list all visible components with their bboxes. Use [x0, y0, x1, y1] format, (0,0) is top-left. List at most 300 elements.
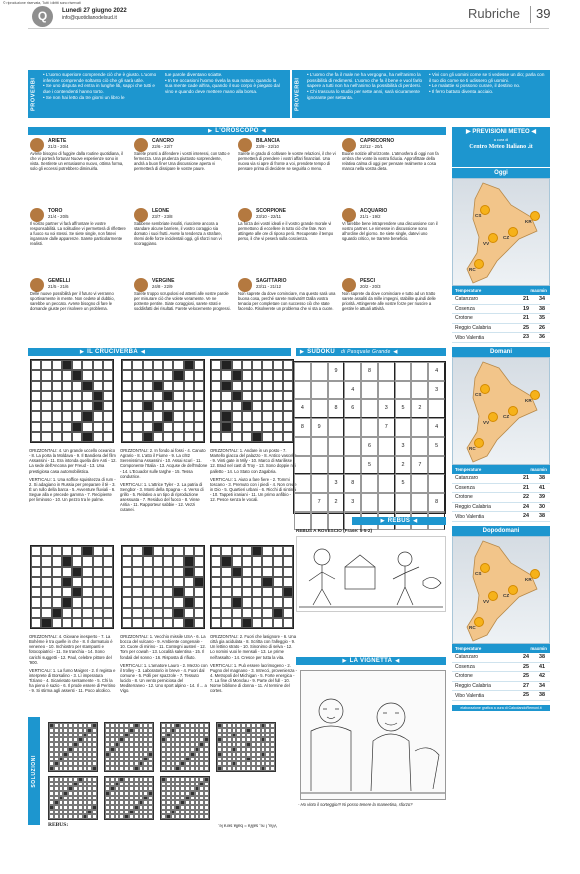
crossword-cell[interactable] [93, 567, 103, 577]
crossword-cell[interactable] [103, 411, 113, 421]
crossword-cell[interactable] [52, 432, 62, 442]
crossword-cell[interactable] [122, 381, 132, 391]
crossword-cell[interactable] [132, 411, 142, 421]
crossword-cell[interactable] [153, 432, 163, 442]
crossword-cell[interactable] [273, 401, 283, 411]
crossword-cell[interactable] [283, 432, 293, 442]
crossword-cell[interactable] [242, 422, 252, 432]
crossword-cell[interactable] [72, 411, 82, 421]
crossword-cell[interactable] [262, 556, 272, 566]
crossword-cell[interactable] [242, 597, 252, 607]
crossword-cell[interactable] [62, 608, 72, 618]
crossword-cell[interactable] [283, 360, 293, 370]
crossword-cell[interactable] [132, 422, 142, 432]
crossword-cell[interactable] [163, 432, 173, 442]
crossword-cell[interactable] [153, 370, 163, 380]
crossword-cell[interactable] [283, 370, 293, 380]
crossword-cell[interactable] [82, 618, 92, 628]
crossword-cell[interactable] [82, 587, 92, 597]
sudoku-cell[interactable] [361, 474, 378, 493]
sudoku-cell[interactable] [344, 437, 361, 456]
crossword-cell[interactable] [211, 381, 221, 391]
sudoku-cell[interactable] [294, 362, 311, 381]
crossword-cell[interactable] [283, 577, 293, 587]
crossword-cell[interactable] [41, 577, 51, 587]
crossword-cell[interactable] [173, 546, 183, 556]
crossword-cell[interactable] [232, 618, 242, 628]
sudoku-cell[interactable] [378, 362, 395, 381]
crossword-cell[interactable] [273, 432, 283, 442]
crossword-cell[interactable] [232, 577, 242, 587]
crossword-cell[interactable] [41, 546, 51, 556]
crossword-cell[interactable] [163, 577, 173, 587]
sudoku-cell[interactable] [395, 493, 412, 512]
crossword-cell[interactable] [93, 360, 103, 370]
crossword-cell[interactable] [211, 608, 221, 618]
crossword-cell[interactable] [273, 587, 283, 597]
crossword-cell[interactable] [283, 422, 293, 432]
crossword-cell[interactable] [163, 360, 173, 370]
crossword-cell[interactable] [194, 587, 204, 597]
crossword-cell[interactable] [273, 391, 283, 401]
crossword-cell[interactable] [62, 587, 72, 597]
crossword-cell[interactable] [221, 587, 231, 597]
crossword-cell[interactable] [283, 608, 293, 618]
crossword-cell[interactable] [62, 401, 72, 411]
crossword-cell[interactable] [153, 411, 163, 421]
crossword-cell[interactable] [221, 577, 231, 587]
sudoku-cell[interactable] [428, 456, 445, 475]
crossword-cell[interactable] [153, 556, 163, 566]
crossword-cell[interactable] [103, 401, 113, 411]
crossword-cell[interactable] [262, 608, 272, 618]
crossword-cell[interactable] [262, 587, 272, 597]
crossword-cell[interactable] [173, 577, 183, 587]
crossword-cell[interactable] [273, 556, 283, 566]
crossword-cell[interactable] [132, 587, 142, 597]
crossword-cell[interactable] [153, 360, 163, 370]
crossword-cell[interactable] [184, 381, 194, 391]
sudoku-cell[interactable] [328, 418, 345, 437]
crossword-cell[interactable] [211, 618, 221, 628]
crossword-cell[interactable] [221, 546, 231, 556]
crossword-cell[interactable] [132, 546, 142, 556]
crossword-cell[interactable] [163, 422, 173, 432]
crossword-cell[interactable] [211, 391, 221, 401]
crossword-cell[interactable] [62, 381, 72, 391]
crossword-cell[interactable] [273, 577, 283, 587]
sudoku-cell[interactable] [328, 456, 345, 475]
crossword-cell[interactable] [143, 556, 153, 566]
crossword-cell[interactable] [242, 360, 252, 370]
crossword-cell[interactable] [173, 567, 183, 577]
crossword-cell[interactable] [173, 432, 183, 442]
crossword-cell[interactable] [194, 391, 204, 401]
crossword-cell[interactable] [122, 391, 132, 401]
sudoku-cell[interactable] [294, 493, 311, 512]
sudoku-cell[interactable] [411, 437, 428, 456]
crossword-cell[interactable] [163, 370, 173, 380]
crossword-cell[interactable] [221, 391, 231, 401]
crossword-cell[interactable] [52, 577, 62, 587]
crossword-cell[interactable] [252, 567, 262, 577]
crossword-cell[interactable] [72, 556, 82, 566]
crossword-cell[interactable] [72, 360, 82, 370]
crossword-cell[interactable] [122, 411, 132, 421]
crossword-cell[interactable] [31, 370, 41, 380]
crossword-cell[interactable] [194, 370, 204, 380]
crossword-cell[interactable] [122, 597, 132, 607]
sudoku-cell[interactable] [361, 418, 378, 437]
crossword-cell[interactable] [72, 577, 82, 587]
crossword-cell[interactable] [211, 587, 221, 597]
crossword-grid-6[interactable] [210, 545, 294, 629]
crossword-cell[interactable] [62, 411, 72, 421]
sudoku-cell[interactable] [428, 474, 445, 493]
crossword-cell[interactable] [103, 567, 113, 577]
crossword-cell[interactable] [31, 546, 41, 556]
crossword-cell[interactable] [283, 556, 293, 566]
crossword-cell[interactable] [153, 546, 163, 556]
sudoku-cell[interactable] [344, 418, 361, 437]
crossword-cell[interactable] [31, 587, 41, 597]
crossword-cell[interactable] [163, 608, 173, 618]
crossword-cell[interactable] [122, 587, 132, 597]
crossword-cell[interactable] [82, 567, 92, 577]
crossword-cell[interactable] [211, 567, 221, 577]
crossword-cell[interactable] [242, 411, 252, 421]
crossword-cell[interactable] [62, 370, 72, 380]
crossword-cell[interactable] [103, 618, 113, 628]
crossword-cell[interactable] [132, 597, 142, 607]
crossword-cell[interactable] [211, 422, 221, 432]
crossword-cell[interactable] [262, 411, 272, 421]
crossword-cell[interactable] [82, 370, 92, 380]
crossword-cell[interactable] [52, 381, 62, 391]
crossword-cell[interactable] [132, 370, 142, 380]
crossword-cell[interactable] [72, 432, 82, 442]
crossword-cell[interactable] [41, 411, 51, 421]
sudoku-cell[interactable] [411, 381, 428, 400]
crossword-cell[interactable] [232, 411, 242, 421]
crossword-cell[interactable] [72, 381, 82, 391]
crossword-cell[interactable] [31, 567, 41, 577]
crossword-cell[interactable] [184, 432, 194, 442]
sudoku-cell[interactable] [411, 474, 428, 493]
crossword-cell[interactable] [52, 567, 62, 577]
crossword-cell[interactable] [232, 360, 242, 370]
crossword-cell[interactable] [242, 546, 252, 556]
crossword-cell[interactable] [132, 432, 142, 442]
crossword-cell[interactable] [153, 597, 163, 607]
crossword-cell[interactable] [211, 411, 221, 421]
crossword-cell[interactable] [122, 618, 132, 628]
crossword-cell[interactable] [262, 381, 272, 391]
crossword-cell[interactable] [194, 567, 204, 577]
crossword-cell[interactable] [72, 608, 82, 618]
crossword-cell[interactable] [262, 597, 272, 607]
crossword-cell[interactable] [143, 597, 153, 607]
contact-email[interactable]: info@quotidianodelsud.it [62, 15, 117, 21]
crossword-cell[interactable] [153, 618, 163, 628]
crossword-cell[interactable] [194, 618, 204, 628]
sudoku-cell[interactable] [378, 437, 395, 456]
crossword-cell[interactable] [143, 608, 153, 618]
crossword-cell[interactable] [262, 360, 272, 370]
crossword-cell[interactable] [184, 401, 194, 411]
crossword-cell[interactable] [283, 401, 293, 411]
crossword-cell[interactable] [163, 546, 173, 556]
crossword-cell[interactable] [132, 556, 142, 566]
crossword-grid-1[interactable] [30, 359, 114, 443]
crossword-cell[interactable] [52, 587, 62, 597]
crossword-cell[interactable] [132, 577, 142, 587]
crossword-grid-5[interactable] [121, 545, 205, 629]
crossword-cell[interactable] [122, 567, 132, 577]
crossword-cell[interactable] [31, 360, 41, 370]
sudoku-cell[interactable] [328, 437, 345, 456]
crossword-cell[interactable] [103, 370, 113, 380]
crossword-cell[interactable] [93, 411, 103, 421]
crossword-cell[interactable] [163, 567, 173, 577]
sudoku-cell[interactable] [311, 474, 328, 493]
sudoku-cell[interactable] [378, 381, 395, 400]
crossword-cell[interactable] [173, 411, 183, 421]
crossword-cell[interactable] [232, 422, 242, 432]
crossword-cell[interactable] [242, 391, 252, 401]
crossword-cell[interactable] [153, 577, 163, 587]
crossword-cell[interactable] [103, 391, 113, 401]
sudoku-cell[interactable] [344, 456, 361, 475]
crossword-cell[interactable] [52, 422, 62, 432]
sudoku-cell[interactable] [311, 437, 328, 456]
crossword-cell[interactable] [242, 567, 252, 577]
crossword-cell[interactable] [173, 401, 183, 411]
crossword-cell[interactable] [211, 370, 221, 380]
crossword-cell[interactable] [72, 391, 82, 401]
crossword-cell[interactable] [41, 360, 51, 370]
crossword-cell[interactable] [153, 391, 163, 401]
crossword-cell[interactable] [41, 381, 51, 391]
crossword-cell[interactable] [163, 587, 173, 597]
crossword-cell[interactable] [173, 618, 183, 628]
crossword-cell[interactable] [283, 391, 293, 401]
crossword-cell[interactable] [262, 422, 272, 432]
crossword-cell[interactable] [143, 567, 153, 577]
crossword-cell[interactable] [93, 587, 103, 597]
sudoku-cell[interactable] [328, 381, 345, 400]
sudoku-cell[interactable] [411, 362, 428, 381]
crossword-cell[interactable] [103, 608, 113, 618]
crossword-cell[interactable] [283, 411, 293, 421]
crossword-cell[interactable] [93, 381, 103, 391]
crossword-cell[interactable] [41, 422, 51, 432]
crossword-cell[interactable] [153, 587, 163, 597]
sudoku-cell[interactable] [294, 437, 311, 456]
crossword-cell[interactable] [273, 618, 283, 628]
crossword-cell[interactable] [242, 556, 252, 566]
crossword-cell[interactable] [31, 422, 41, 432]
crossword-cell[interactable] [252, 401, 262, 411]
crossword-cell[interactable] [72, 618, 82, 628]
crossword-cell[interactable] [122, 432, 132, 442]
crossword-cell[interactable] [41, 432, 51, 442]
crossword-cell[interactable] [163, 381, 173, 391]
crossword-cell[interactable] [103, 432, 113, 442]
crossword-cell[interactable] [184, 546, 194, 556]
crossword-cell[interactable] [194, 360, 204, 370]
crossword-cell[interactable] [273, 411, 283, 421]
crossword-cell[interactable] [41, 370, 51, 380]
crossword-cell[interactable] [122, 608, 132, 618]
crossword-cell[interactable] [132, 618, 142, 628]
sudoku-cell[interactable] [361, 381, 378, 400]
crossword-cell[interactable] [122, 401, 132, 411]
crossword-cell[interactable] [143, 360, 153, 370]
sudoku-cell[interactable] [395, 362, 412, 381]
crossword-cell[interactable] [52, 360, 62, 370]
crossword-cell[interactable] [41, 567, 51, 577]
crossword-cell[interactable] [122, 370, 132, 380]
crossword-cell[interactable] [273, 422, 283, 432]
crossword-cell[interactable] [82, 422, 92, 432]
crossword-cell[interactable] [52, 556, 62, 566]
crossword-cell[interactable] [163, 597, 173, 607]
crossword-cell[interactable] [184, 391, 194, 401]
crossword-cell[interactable] [103, 360, 113, 370]
crossword-cell[interactable] [273, 381, 283, 391]
sudoku-cell[interactable] [294, 474, 311, 493]
crossword-cell[interactable] [143, 411, 153, 421]
crossword-cell[interactable] [93, 370, 103, 380]
crossword-cell[interactable] [82, 391, 92, 401]
crossword-cell[interactable] [283, 381, 293, 391]
crossword-cell[interactable] [283, 618, 293, 628]
sudoku-cell[interactable] [378, 456, 395, 475]
crossword-cell[interactable] [252, 422, 262, 432]
sudoku-cell[interactable] [294, 381, 311, 400]
crossword-cell[interactable] [93, 608, 103, 618]
crossword-cell[interactable] [194, 546, 204, 556]
crossword-cell[interactable] [262, 567, 272, 577]
crossword-cell[interactable] [283, 546, 293, 556]
crossword-cell[interactable] [31, 432, 41, 442]
crossword-cell[interactable] [52, 370, 62, 380]
sudoku-grid[interactable] [293, 361, 446, 514]
sudoku-cell[interactable] [411, 493, 428, 512]
crossword-cell[interactable] [153, 567, 163, 577]
crossword-cell[interactable] [262, 618, 272, 628]
crossword-cell[interactable] [143, 577, 153, 587]
sudoku-cell[interactable] [378, 474, 395, 493]
crossword-cell[interactable] [211, 556, 221, 566]
crossword-cell[interactable] [252, 381, 262, 391]
crossword-cell[interactable] [194, 422, 204, 432]
crossword-cell[interactable] [252, 577, 262, 587]
crossword-cell[interactable] [232, 556, 242, 566]
crossword-cell[interactable] [52, 411, 62, 421]
crossword-cell[interactable] [52, 401, 62, 411]
crossword-cell[interactable] [93, 597, 103, 607]
crossword-cell[interactable] [242, 432, 252, 442]
crossword-cell[interactable] [232, 381, 242, 391]
crossword-grid-4[interactable] [30, 545, 114, 629]
crossword-cell[interactable] [184, 577, 194, 587]
crossword-cell[interactable] [82, 401, 92, 411]
crossword-cell[interactable] [82, 597, 92, 607]
sudoku-cell[interactable] [395, 418, 412, 437]
crossword-cell[interactable] [173, 422, 183, 432]
crossword-cell[interactable] [242, 608, 252, 618]
crossword-cell[interactable] [252, 556, 262, 566]
crossword-cell[interactable] [163, 556, 173, 566]
crossword-cell[interactable] [41, 556, 51, 566]
crossword-cell[interactable] [62, 546, 72, 556]
crossword-cell[interactable] [273, 567, 283, 577]
crossword-cell[interactable] [173, 381, 183, 391]
crossword-cell[interactable] [194, 597, 204, 607]
crossword-cell[interactable] [41, 391, 51, 401]
crossword-cell[interactable] [132, 391, 142, 401]
crossword-cell[interactable] [143, 381, 153, 391]
crossword-cell[interactable] [143, 370, 153, 380]
crossword-cell[interactable] [122, 360, 132, 370]
crossword-cell[interactable] [211, 360, 221, 370]
crossword-cell[interactable] [72, 546, 82, 556]
crossword-cell[interactable] [184, 411, 194, 421]
crossword-cell[interactable] [52, 546, 62, 556]
crossword-cell[interactable] [232, 432, 242, 442]
crossword-cell[interactable] [273, 546, 283, 556]
crossword-cell[interactable] [153, 608, 163, 618]
crossword-cell[interactable] [173, 360, 183, 370]
crossword-cell[interactable] [194, 401, 204, 411]
crossword-cell[interactable] [221, 567, 231, 577]
crossword-cell[interactable] [122, 577, 132, 587]
crossword-cell[interactable] [132, 360, 142, 370]
crossword-cell[interactable] [273, 597, 283, 607]
crossword-cell[interactable] [103, 577, 113, 587]
crossword-grid-2[interactable] [121, 359, 205, 443]
crossword-cell[interactable] [252, 391, 262, 401]
crossword-cell[interactable] [211, 432, 221, 442]
crossword-cell[interactable] [52, 618, 62, 628]
crossword-cell[interactable] [31, 577, 41, 587]
crossword-cell[interactable] [93, 422, 103, 432]
crossword-cell[interactable] [252, 370, 262, 380]
sudoku-cell[interactable] [361, 399, 378, 418]
crossword-cell[interactable] [252, 618, 262, 628]
crossword-cell[interactable] [31, 556, 41, 566]
crossword-cell[interactable] [163, 401, 173, 411]
crossword-cell[interactable] [232, 587, 242, 597]
crossword-cell[interactable] [132, 381, 142, 391]
sudoku-cell[interactable] [411, 418, 428, 437]
crossword-cell[interactable] [103, 422, 113, 432]
crossword-cell[interactable] [93, 432, 103, 442]
crossword-cell[interactable] [283, 597, 293, 607]
crossword-cell[interactable] [211, 546, 221, 556]
sudoku-cell[interactable] [311, 399, 328, 418]
crossword-cell[interactable] [31, 381, 41, 391]
crossword-cell[interactable] [221, 608, 231, 618]
crossword-cell[interactable] [242, 587, 252, 597]
crossword-cell[interactable] [273, 360, 283, 370]
crossword-cell[interactable] [173, 556, 183, 566]
crossword-cell[interactable] [31, 608, 41, 618]
crossword-cell[interactable] [62, 567, 72, 577]
crossword-cell[interactable] [93, 546, 103, 556]
